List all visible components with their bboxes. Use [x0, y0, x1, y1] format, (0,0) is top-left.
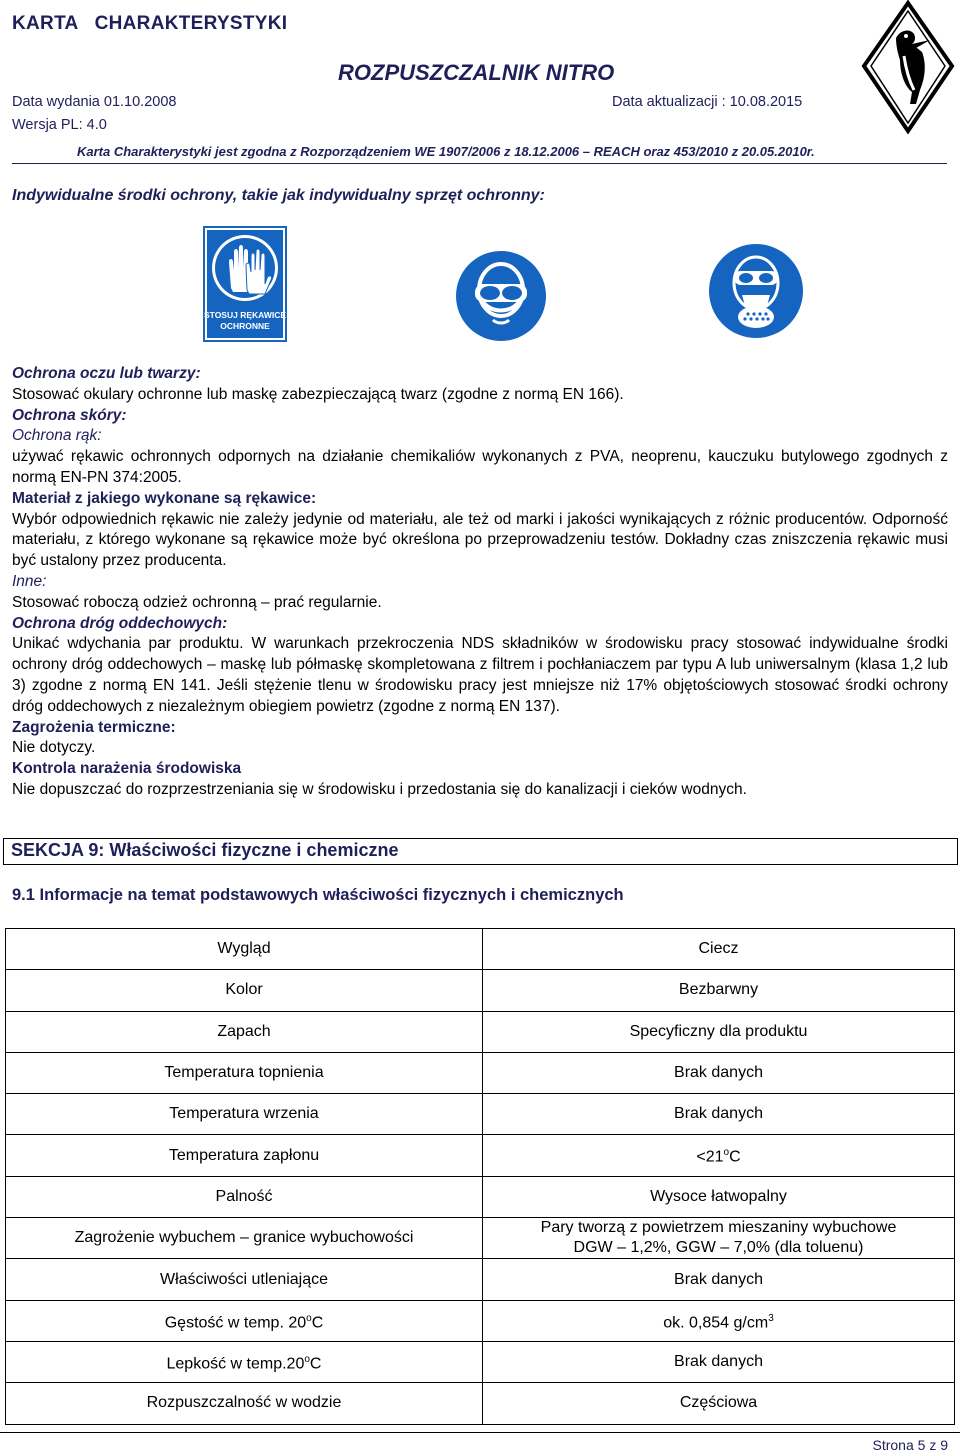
env-title: Kontrola narażenia środowiska [12, 760, 242, 778]
gloves-sign-text-1: STOSUJ RĘKAWICE [203, 310, 287, 320]
property-name-text: Rozpuszczalność w wodzie [146, 1394, 342, 1412]
thermal-text: Nie dotyczy. [12, 739, 96, 757]
table-row [6, 1135, 955, 1176]
table-row [6, 1341, 955, 1382]
property-name [6, 1341, 483, 1382]
property-name-text: Zagrożenie wybuchem – granice wybuchowości [74, 1229, 414, 1247]
property-name [6, 929, 483, 970]
property-name-text: Palność [215, 1187, 273, 1205]
respiratory-title: Ochrona dróg oddechowych: [12, 614, 228, 632]
property-value [483, 929, 955, 970]
property-value-text: Brak danych [674, 1353, 763, 1371]
property-value-sup: 3 [768, 1312, 774, 1324]
skin-title: Ochrona skóry: [12, 406, 127, 424]
respiratory-text: Unikać wdychania par produktu. W warunkach przekroczenia NDS składników w środowisku pracy stosować indywidualne środki ochrony dróg oddechowych – maskę lub półmaskę skompletowana z filtrem i pochłaniaczem par typu A lub uniwersalnym (klasa 1,2 lub 3) zgodne z normą EN 141. Jeśli stężenie tlenu w środowisku pracy jest mniejsze niż 17% objętościowych stosować środki ochrony dróg oddechowych z niezależnym obiegiem powietrz (zgodne z normą EN 137). [12, 635, 948, 715]
compliance-note: Karta Charakterystyki jest zgodna z Rozporządzeniem WE 1907/2006 z 18.12.2006 – REACH oraz 453/2010 z 20.05.2010r. [77, 144, 815, 159]
table-row [6, 929, 955, 970]
header-divider [12, 163, 947, 164]
property-name-text: Lepkość w temp.20 [166, 1355, 305, 1373]
material-title: Materiał z jakiego wykonane są rękawice: [12, 489, 317, 507]
table-row [6, 1383, 955, 1424]
property-name-suffix: C [309, 1355, 322, 1373]
property-name-text: Właściwości utleniające [159, 1270, 329, 1288]
property-value-sup: o [723, 1147, 730, 1159]
property-name-text: Temperatura topnienia [164, 1064, 324, 1082]
update-date: Data aktualizacji : 10.08.2015 [612, 94, 803, 110]
property-value-text: Ciecz [698, 940, 739, 958]
section-9-title: SEKCJA 9: Właściwości fizyczne i chemiczne [11, 840, 399, 860]
table-row [6, 1176, 955, 1217]
property-name [6, 1383, 483, 1424]
property-name-text: Temperatura wrzenia [169, 1105, 319, 1123]
table-row [6, 1218, 955, 1259]
property-value [483, 1052, 955, 1093]
respirator-sign-icon [708, 243, 804, 339]
property-value [483, 1094, 955, 1135]
property-name [6, 1176, 483, 1217]
property-value-text: Brak danych [674, 1105, 763, 1123]
property-name-sup: o [306, 1312, 312, 1324]
property-value [483, 1383, 955, 1424]
property-value [483, 1259, 955, 1300]
property-name-text: Gęstość w temp. 20 [164, 1313, 307, 1331]
protection-content [12, 364, 948, 801]
version: Wersja PL: 4.0 [12, 117, 107, 133]
property-name [6, 1218, 483, 1259]
company-logo [860, 0, 956, 134]
property-name [6, 970, 483, 1011]
property-value [483, 1341, 955, 1382]
table-row [6, 970, 955, 1011]
property-value-text: <21 [696, 1148, 724, 1166]
property-name [6, 1052, 483, 1093]
hands-text: używać rękawic ochronnych odpornych na działanie chemikaliów wykonanych z PVA, neoprenu, kauczuku butylowego zgodnych z normą EN-PN 374:2005. [12, 448, 948, 486]
product-name: ROZPUSZCZALNIK NITRO [338, 60, 615, 85]
property-value-text: Wysoce łatwopalny [650, 1187, 787, 1205]
env-text: Nie dopuszczać do rozprzestrzeniania się w środowisku i przedostania się do kanalizacji i cieków wodnych. [12, 780, 747, 798]
property-value-text: Bezbarwny [678, 981, 759, 999]
goggles-sign-icon [455, 250, 547, 342]
table-row [6, 1094, 955, 1135]
property-name-sup: o [304, 1353, 310, 1365]
other-text: Stosować roboczą odzież ochronną – prać regularnie. [12, 593, 382, 611]
eyes-text: Stosować okulary ochronne lub maskę zabezpieczającą twarz (zgodne z normą EN 166). [12, 385, 624, 403]
property-value-text: Specyficzny dla produktu [629, 1022, 808, 1040]
property-value [483, 1300, 955, 1341]
section-9-1-title: 9.1 Informacje na temat podstawowych właściwości fizycznych i chemicznych [12, 886, 624, 904]
thermal-title: Zagrożenia termiczne: [12, 718, 176, 736]
property-name [6, 1135, 483, 1176]
property-value-text: Pary tworzą z powietrzem mieszaniny wybuchowe [540, 1219, 897, 1237]
page-number: Strona 5 z 9 [872, 1437, 948, 1453]
other-title: Inne: [12, 572, 47, 590]
property-value-text: Brak danych [674, 1064, 763, 1082]
property-name-text: Kolor [225, 981, 263, 999]
property-value-suffix: C [729, 1148, 741, 1166]
table-row [6, 1300, 955, 1341]
property-name-text: Temperatura zapłonu [168, 1146, 320, 1164]
property-value [483, 970, 955, 1011]
gloves-sign-text-2: OCHRONNE [220, 321, 270, 331]
table-row [6, 1011, 955, 1052]
property-name [6, 1011, 483, 1052]
gloves-sign-icon [203, 226, 287, 342]
property-name-text: Wygląd [217, 940, 271, 958]
property-name [6, 1259, 483, 1300]
property-value [483, 1218, 955, 1259]
property-value-text: ok. 0,854 g/cm [663, 1313, 769, 1331]
eyes-title: Ochrona oczu lub twarzy: [12, 365, 201, 382]
property-name-suffix: C [311, 1313, 324, 1331]
hands-title: Ochrona rąk: [12, 427, 102, 445]
document-title: KARTA CHARAKTERYSTYKI [12, 13, 288, 34]
property-value [483, 1135, 955, 1176]
property-name [6, 1300, 483, 1341]
issue-date: Data wydania 01.10.2008 [12, 94, 177, 110]
property-value-text: Brak danych [674, 1270, 763, 1288]
property-value [483, 1176, 955, 1217]
ppe-heading: Indywidualne środki ochrony, takie jak indywidualny sprzęt ochronny: [12, 187, 545, 204]
table-row [6, 1259, 955, 1300]
property-name-text: Zapach [217, 1022, 271, 1040]
property-value [483, 1011, 955, 1052]
table-row [6, 1052, 955, 1093]
properties-table [5, 928, 955, 1425]
property-value-line-2: DGW – 1,2%, GGW – 7,0% (dla toluenu) [573, 1239, 864, 1257]
property-name [6, 1094, 483, 1135]
property-value-text: Częściowa [679, 1394, 758, 1412]
footer-divider [0, 1432, 960, 1433]
material-text: Wybór odpowiednich rękawic nie zależy jedynie od materiału, ale też od marki i jakości wynikających z różnic producentów. Odporność materiału, z którego wykonane są rękawice może być określona po przeprowadzeniu testów. Dokładny czas zniszczenia rękawic musi być ustalony przez producenta. [12, 510, 948, 570]
